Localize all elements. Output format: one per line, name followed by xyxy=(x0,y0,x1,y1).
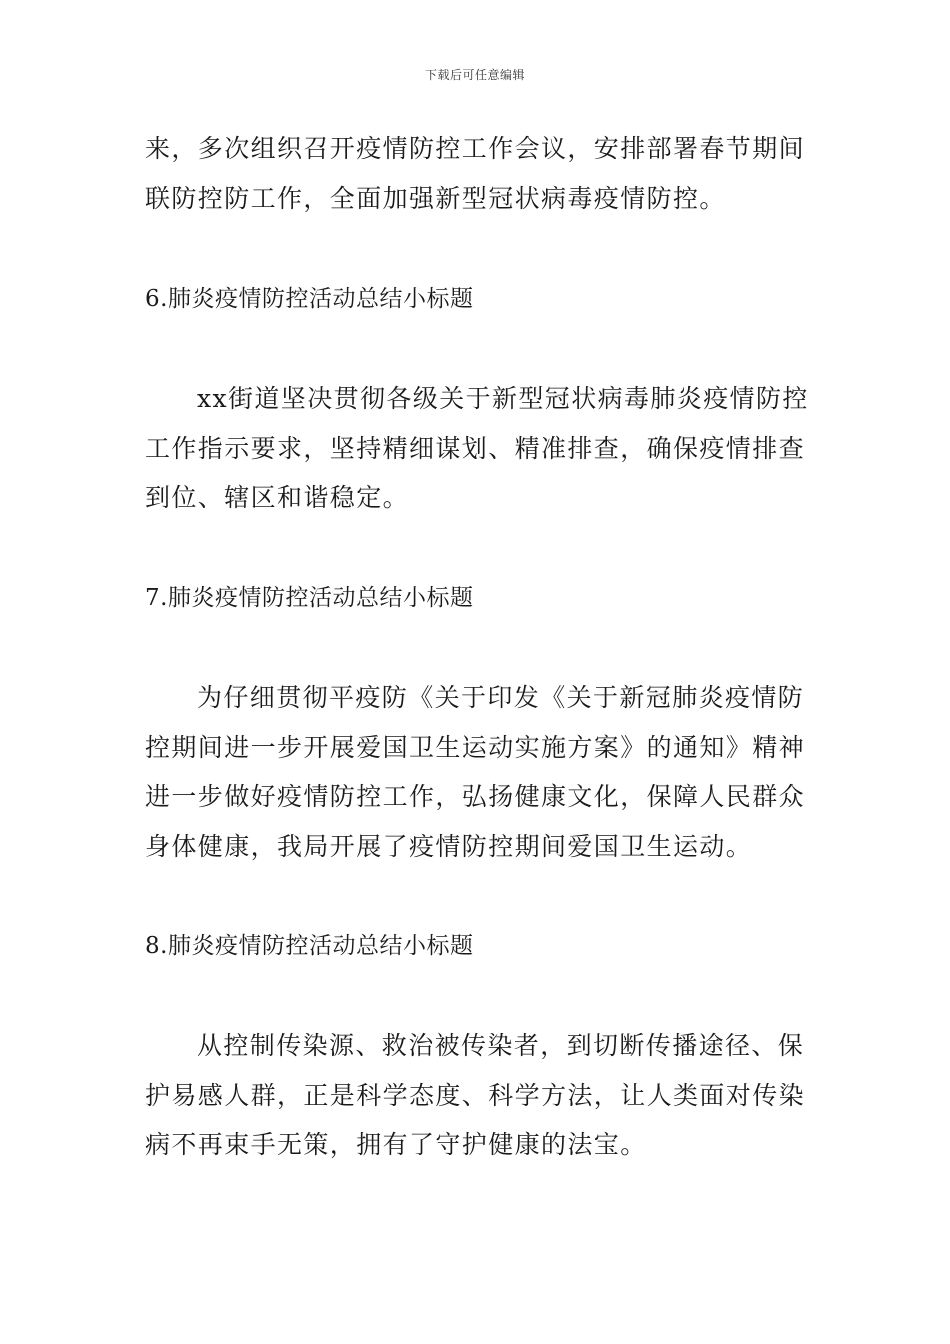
text-line: 为仔细贯彻平疫防《关于印发《关于新冠肺炎疫情防 xyxy=(197,683,805,712)
text-line: 进一步做好疫情防控工作，弘扬健康文化，保障人民群众 xyxy=(145,782,806,811)
paragraph-section-7 xyxy=(145,673,810,871)
section-heading-8: 8.肺炎疫情防控活动总结小标题 xyxy=(145,933,474,959)
text-line: 病不再束手无策，拥有了守护健康的法宝。 xyxy=(145,1130,647,1159)
text-line: 身体健康，我局开展了疫情防控期间爱国卫生运动。 xyxy=(145,831,753,861)
paragraph-section-6 xyxy=(145,374,810,523)
text-line: 来，多次组织召开疫情防控工作会议，安排部署春节期间 xyxy=(145,134,806,163)
paragraph-continued xyxy=(145,124,810,223)
section-heading-7: 7.肺炎疫情防控活动总结小标题 xyxy=(145,585,474,611)
section-heading-6: 6.肺炎疫情防控活动总结小标题 xyxy=(145,286,474,312)
text-line: 工作指示要求，坚持精细谋划、精准排查，确保疫情排查 xyxy=(145,433,806,463)
paragraph-section-8 xyxy=(145,1021,810,1170)
text-line: 从控制传染源、救治被传染者，到切断传播途径、保 xyxy=(197,1031,805,1060)
page-header: 下载后可任意编辑 xyxy=(424,68,525,82)
text-line: 到位、辖区和谐稳定。 xyxy=(145,483,410,512)
text-line: 联防控防工作，全面加强新型冠状病毒疫情防控。 xyxy=(145,183,726,213)
text-line: 护易感人群，正是科学态度、科学方法，让人类面对传染 xyxy=(145,1080,806,1110)
text-line: xx街道坚决贯彻各级关于新型冠状病毒肺炎疫情防控 xyxy=(197,384,809,413)
text-line: 控期间进一步开展爱国卫生运动实施方案》的通知》精神 xyxy=(145,732,806,762)
